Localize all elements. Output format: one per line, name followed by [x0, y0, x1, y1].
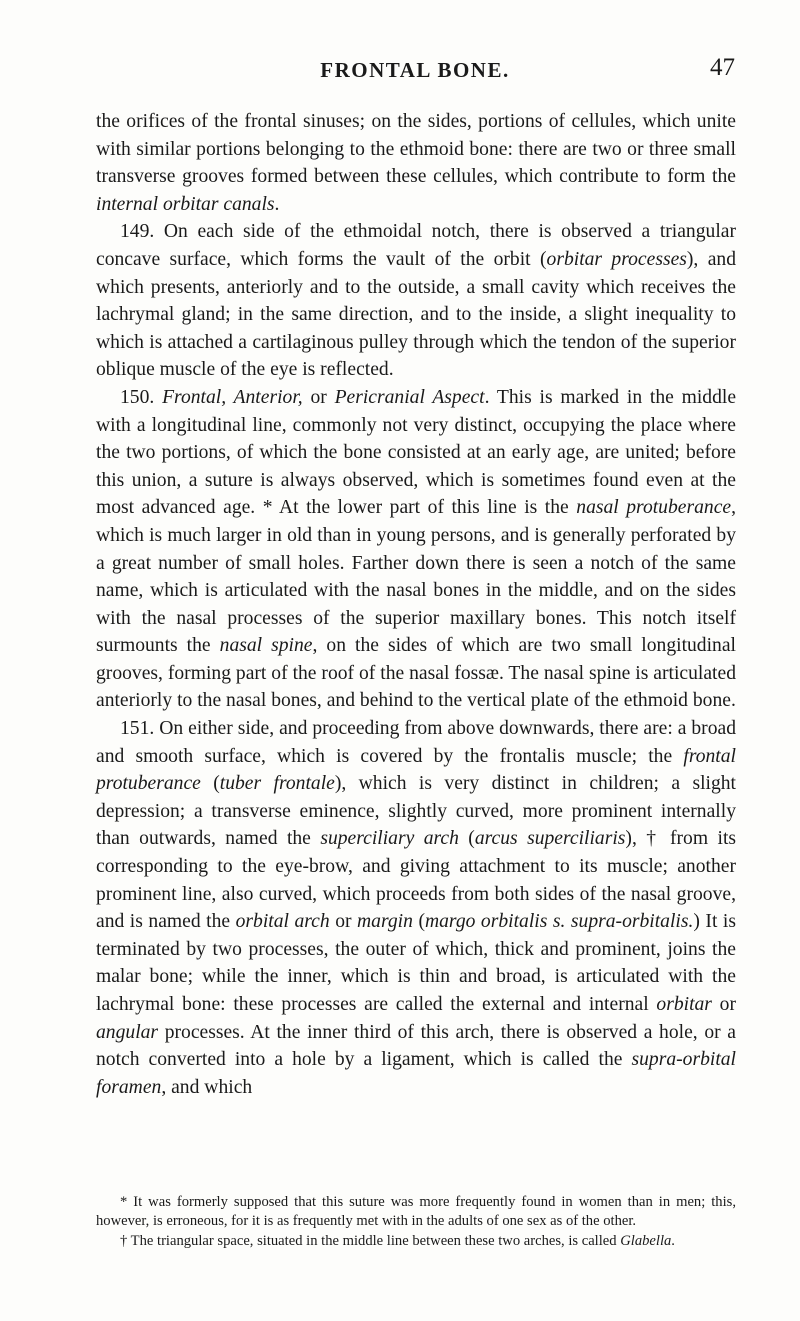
text-run: the orifices of the frontal sinuses; on the sides, portions of cellules, which unite with similar portions belonging to the ethmoid bone: there are two or three small transverse grooves formed between these cellules, which contribute to form the	[96, 111, 736, 188]
italic-term: arcus superciliaris	[474, 828, 626, 850]
text-run: . This is marked in the middle with a longitudinal line, commonly not very distinct, occupying the place where the two portions, of which the bone consisted at an early age, are united; before this union, a suture is always observed, which is sometimes found even at the most advanced age. * At the lower part of this line is the	[96, 386, 737, 519]
text-run: 151. On either side, and proceeding from above downwards, there are: a broad and smooth surface, which is covered by the frontalis muscle; the	[96, 718, 736, 767]
italic-term: orbital arch	[235, 911, 330, 933]
paragraph-151	[96, 715, 736, 1101]
italic-term: orbitar	[656, 994, 712, 1015]
text-run: * It was formerly supposed that this suture was more frequently found in women than in men; this, however, is erroneous, for it is as frequently met with in the adults of one sex as of the other.	[96, 1194, 736, 1230]
text-run: , on the sides of which are two small longitudinal grooves, forming part of the roof of the nasal fossæ. The nasal spine is articulated anteriorly to the nasal bones, and behind to the vertical plate of the ethmoid bone.	[96, 635, 736, 712]
paragraph-149	[96, 218, 736, 384]
running-head	[95, 54, 735, 88]
text-run: † The triangular space, situated in the middle line between these two arches, is called	[120, 1232, 621, 1249]
footnote-dagger	[96, 1232, 736, 1251]
italic-term: angular	[96, 1021, 159, 1043]
running-title: FRONTAL BONE.	[320, 58, 510, 82]
italic-term: margo orbitalis s. supra-orbitalis.	[424, 911, 694, 933]
paragraph-continuation	[96, 108, 736, 218]
body-text	[96, 108, 736, 1101]
italic-term: nasal protuberance	[576, 497, 732, 519]
text-run: 149. On each side of the ethmoidal notch, there is observed a triangular concave surface, which forms the vault of the orbit (	[96, 221, 736, 270]
footnotes	[96, 1193, 736, 1251]
text-run: ), and which presents, anteriorly and to the outside, a small cavity which receives the lachrymal gland; in the same direction, and to the inside, a slight inequality to which is attached a cartilaginous pulley through which the tendon of the superior oblique muscle of the eye is reflected.	[96, 248, 736, 381]
text-run: (	[412, 911, 425, 933]
italic-term: nasal spine	[219, 635, 313, 657]
text-run: , which is much larger in old than in young persons, and is generally perforated by a great number of small holes. Farther down there is seen a notch of the same name, which is articulated with the nasal bones in the middle, and on the sides with the nasal processes of the superior maxillary bones. This notch itself surmounts the	[96, 497, 736, 657]
italic-term: tuber frontale	[219, 773, 335, 795]
italic-term: orbitar processes	[546, 248, 687, 270]
footnote-asterisk	[96, 1193, 736, 1232]
italic-term: internal orbitar canals	[96, 193, 275, 215]
text-run: .	[671, 1232, 675, 1249]
text-run: (	[200, 773, 220, 795]
page-number: 47	[710, 54, 735, 81]
italic-term: superciliary arch	[320, 828, 459, 850]
text-run: processes. At the inner third of this arch, there is observed a hole, or a notch converted into a hole by a ligament, which is called the	[96, 1021, 736, 1071]
text-run: 150.	[120, 386, 163, 408]
text-run: ) It is terminated by two processes, the outer of which, thick and prominent, joins the malar bone; while the inner, which is thin and broad, is articulated with the lachrymal bone: these processes are called the external and internal	[96, 911, 736, 1015]
text-run: or	[711, 994, 736, 1015]
text-run: (	[458, 828, 475, 850]
italic-term: frontal protuberance	[96, 745, 736, 795]
text-run: .	[274, 193, 280, 215]
italic-term: Pericranial Aspect	[334, 386, 485, 408]
italic-term: margin	[357, 911, 413, 933]
italic-term: supra-orbital foramen	[96, 1049, 736, 1098]
text-run: or	[302, 386, 335, 408]
text-run: or	[329, 911, 358, 933]
paragraph-150	[96, 384, 736, 715]
italic-term: Frontal, Anterior,	[162, 386, 303, 408]
text-run: ), which is very distinct in children; a slight depression; a transverse eminence, slightly curved, more prominent internally than outwards, named the	[96, 773, 736, 850]
italic-term: Glabella	[620, 1232, 672, 1249]
text-run: ), † from its corresponding to the eye-brow, and giving attachment to its muscle; another prominent line, also curved, which proceeds from both sides of the nasal groove, and is named the	[96, 828, 737, 933]
text-run: , and which	[161, 1076, 253, 1098]
